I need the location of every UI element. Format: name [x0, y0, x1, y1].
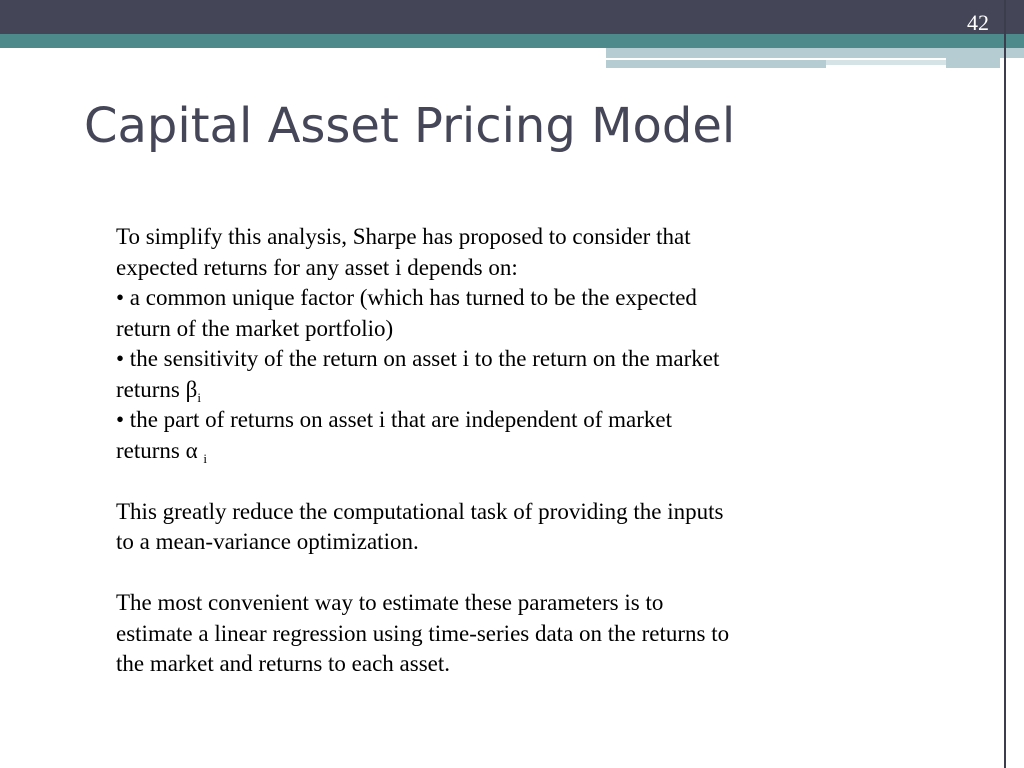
bullet-line: • the part of returns on asset i that are independent of market: [116, 407, 673, 432]
alpha-subscript: i: [203, 450, 208, 466]
body-line: estimate a linear regression using time-series data on the returns to: [116, 620, 730, 646]
body-line: The most convenient way to estimate these parameters is to: [116, 590, 664, 615]
body-line: This greatly reduce the computational task of providing the inputs: [116, 498, 724, 524]
body-line: to a mean-variance optimization.: [116, 529, 419, 554]
body-line: To simplify this analysis, Sharpe has proposed to consider that: [116, 224, 691, 249]
decorative-stripe: [826, 60, 946, 65]
header-band: [0, 0, 1024, 34]
decorative-stripe: [946, 48, 1000, 68]
spacer: [116, 466, 906, 497]
alpha-label: returns α: [116, 437, 204, 463]
body-line: [116, 375, 906, 406]
body-line: expected returns for any asset i depends on:: [116, 254, 518, 280]
spacer: [116, 558, 906, 589]
body-line: the market and returns to each asset.: [116, 651, 451, 676]
bullet-line: • the sensitivity of the return on asset i to the return on the market: [116, 346, 720, 371]
header-accent-band: [0, 34, 1024, 48]
body-line: [116, 436, 906, 467]
bullet-line: • a common unique factor (which has turned to be the expected: [116, 285, 697, 310]
decorative-stripe: [606, 60, 826, 68]
body-line: return of the market portfolio): [116, 315, 394, 341]
beta-subscript: i: [197, 389, 201, 405]
decorative-vertical-line: [1004, 0, 1006, 768]
slide-number: 42: [967, 10, 989, 35]
slide-title: Capital Asset Pricing Model: [84, 98, 736, 154]
slide-body: [116, 222, 906, 680]
beta-label: returns β: [116, 376, 198, 402]
